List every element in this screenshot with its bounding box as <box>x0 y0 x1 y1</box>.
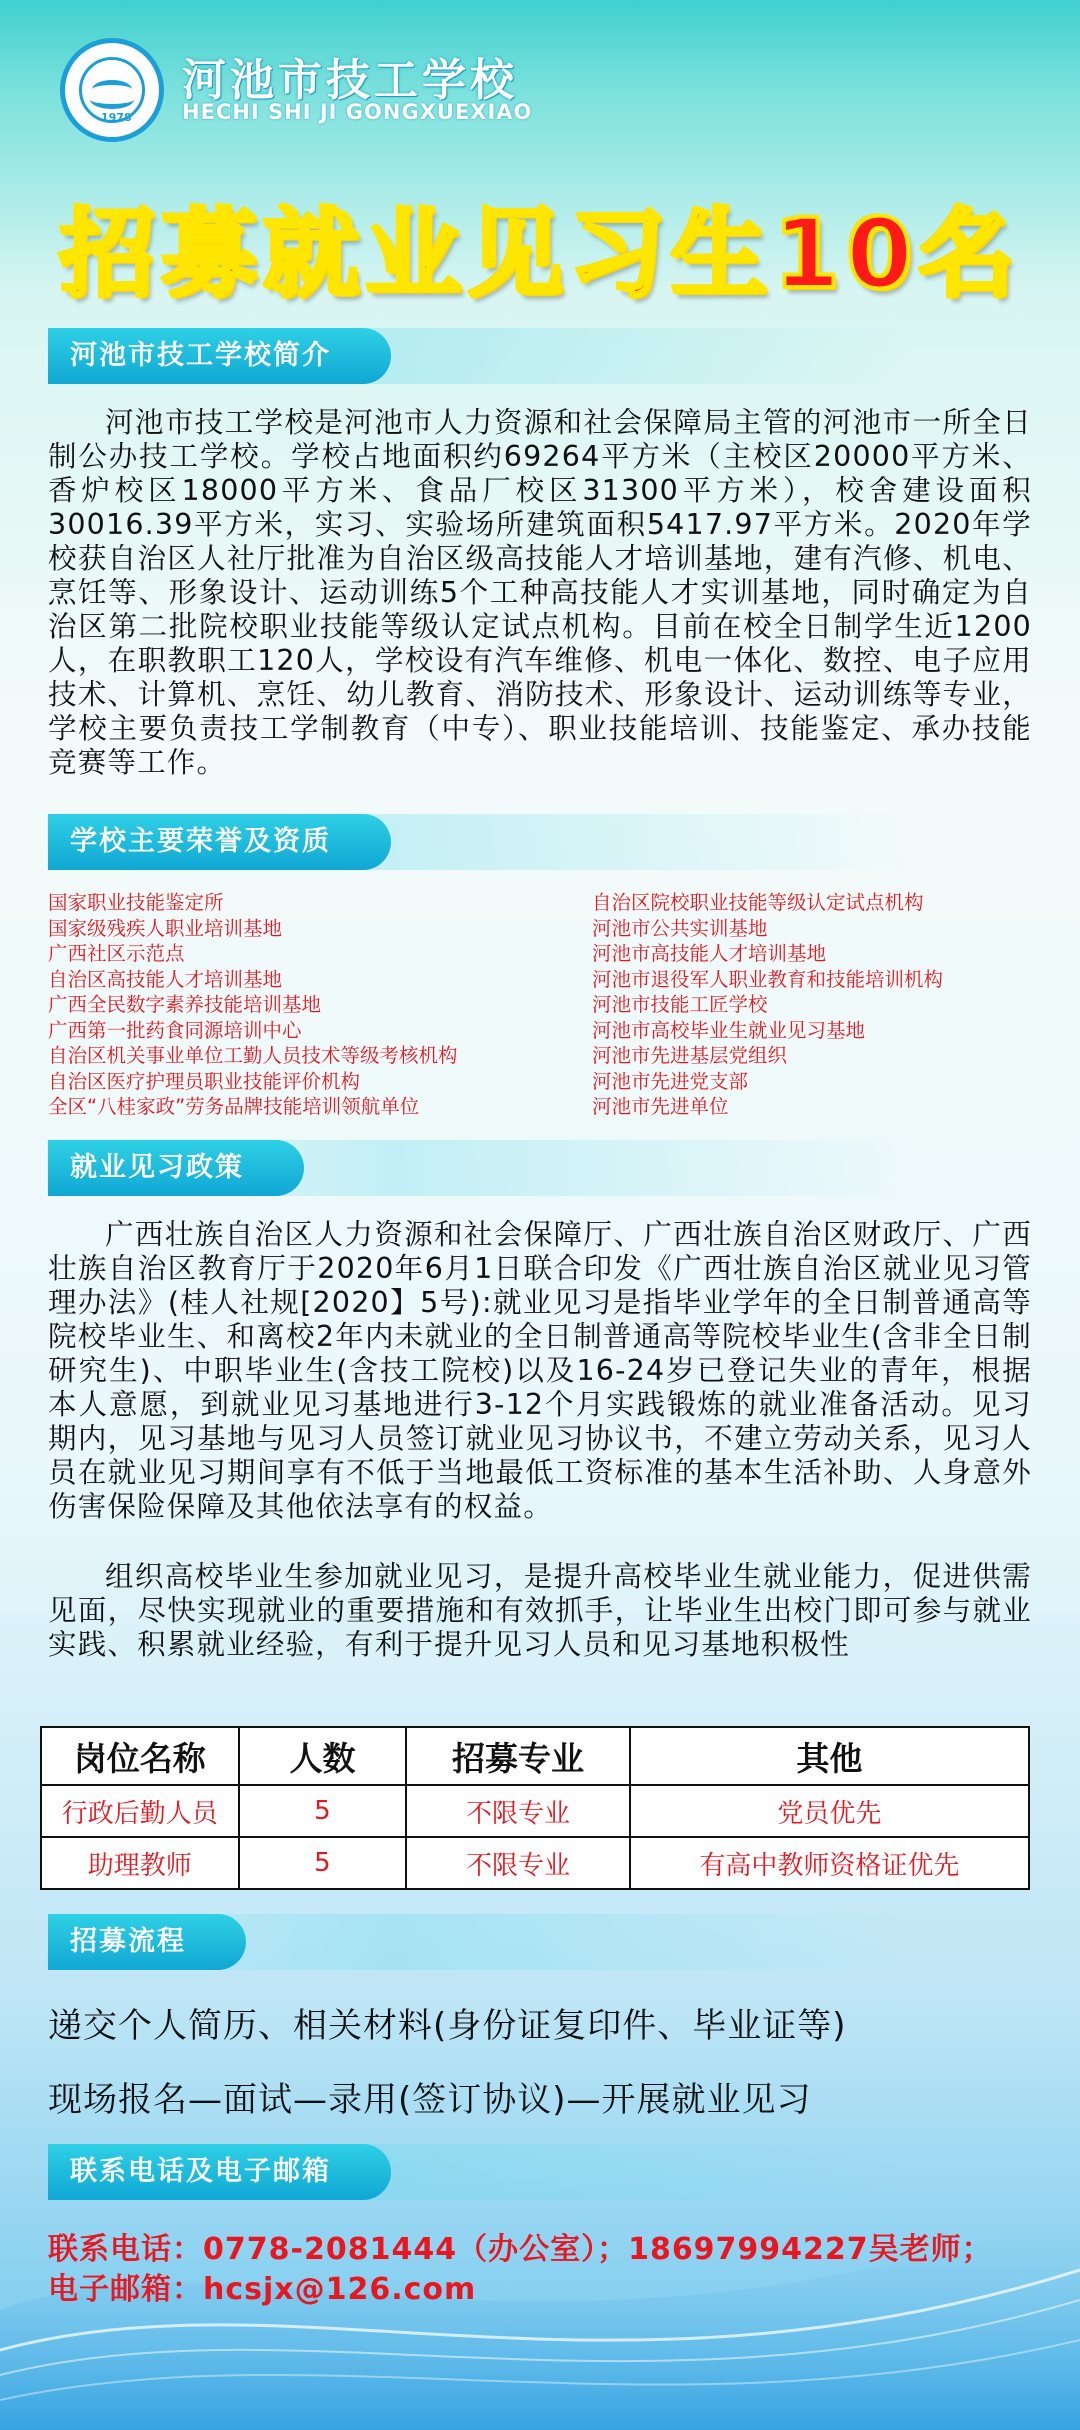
section-title: 河池市技工学校简介 <box>48 328 391 384</box>
honor-item: 广西第一批药食同源培训中心 <box>48 1018 302 1042</box>
jobs-table <box>40 1726 1030 1890</box>
process-step-line: 递交个人简历、相关材料(身份证复印件、毕业证等) <box>48 2006 847 2046</box>
honor-item: 河池市先进党支部 <box>592 1069 749 1093</box>
table-cell: 5 <box>239 1785 407 1837</box>
honor-item: 自治区院校职业技能等级认定试点机构 <box>592 891 924 914</box>
table-cell: 有高中教师资格证优先 <box>630 1837 1029 1889</box>
school-name: 河池市技工学校 <box>182 55 518 106</box>
table-cell: 助理教师 <box>41 1837 239 1889</box>
table-cell: 不限专业 <box>406 1837 630 1889</box>
honor-item: 自治区医疗护理员职业技能评价机构 <box>48 1069 361 1093</box>
column-header: 招募专业 <box>406 1727 630 1785</box>
section-header-contact <box>48 2144 908 2200</box>
honor-item: 全区“八桂家政”劳务品牌技能培训领航单位 <box>48 1095 420 1118</box>
honors-list <box>48 890 1048 1122</box>
intro-paragraph: 河池市技工学校是河池市人力资源和社会保障局主管的河池市一所全日制公办技工学校。学校占地面积约69264平方米（主校区20000平方米、香炉校区18000平方米、食品厂校区31300平方米），校舍建设面积30016.39平方米，实习、实验场所建筑面积5417.97平方米。2020年学校获自治区人社厅批准为自治区级高技能人才培训基地，建有汽修、机电、烹饪等、形象设计、运动训练5个工种高技能人才实训基地，同时确定为自治区第二批院校职业技能等级认定试点机构。目前在校全日制学生近1200人，在职教职工120人，学校设有汽车维修、机电一体化、数控、电子应用技术、计算机、烹饪、幼儿教育、消防技术、形象设计、运动训练等专业，学校主要负责技工学制教育（中专）、职业技能培训、技能鉴定、承办技能竞赛等工作。 <box>48 406 1032 779</box>
section-header-honors <box>48 814 908 870</box>
column-header: 岗位名称 <box>41 1727 239 1785</box>
honors-column-right <box>592 890 943 1120</box>
table-row <box>41 1785 1029 1837</box>
honor-item: 国家级残疾人职业培训基地 <box>48 916 283 940</box>
school-header <box>60 38 620 148</box>
section-header-intro <box>48 328 908 384</box>
section-header-process <box>48 1914 908 1970</box>
school-pinyin: HECHI SHI JI GONGXUEXIAO <box>182 100 533 124</box>
section-title: 联系电话及电子邮箱 <box>48 2144 391 2200</box>
school-logo-icon <box>60 38 164 142</box>
table-header-row <box>41 1727 1029 1785</box>
honor-item: 广西全民数字素养技能培训基地 <box>48 993 322 1016</box>
table-cell: 行政后勤人员 <box>41 1785 239 1837</box>
section-title: 学校主要荣誉及资质 <box>48 814 391 870</box>
honor-item: 河池市高技能人才培训基地 <box>592 942 827 965</box>
column-header: 其他 <box>630 1727 1029 1785</box>
process-step-line: 现场报名—面试—录用(签订协议)—开展就业见习 <box>48 2080 812 2120</box>
column-header: 人数 <box>239 1727 407 1785</box>
policy-paragraph-2: 组织高校毕业生参加就业见习，是提升高校毕业生就业能力，促进供需见面，尽快实现就业的重要措施和有效抓手，让毕业生出校门即可参与就业实践、积累就业经验，有利于提升见习人员和见习基地积极性 <box>48 1560 1032 1661</box>
honor-item: 河池市高校毕业生就业见习基地 <box>592 1018 866 1042</box>
honor-item: 河池市先进单位 <box>592 1095 729 1118</box>
honor-item: 河池市公共实训基地 <box>592 916 768 940</box>
honor-item: 广西社区示范点 <box>48 942 185 965</box>
honor-item: 河池市退役军人职业教育和技能培训机构 <box>592 967 944 991</box>
honor-item: 自治区高技能人才培训基地 <box>48 967 283 991</box>
contact-phone: 联系电话：0778-2081444（办公室）；18697994227吴老师； <box>48 2232 993 2267</box>
table-cell: 党员优先 <box>630 1785 1029 1837</box>
honors-column-left <box>48 890 458 1120</box>
page-title: 招募就业见习生10名 <box>59 198 1021 310</box>
policy-paragraph-1: 广西壮族自治区人力资源和社会保障厅、广西壮族自治区财政厅、广西壮族自治区教育厅于2020年6月1日联合印发《广西壮族自治区就业见习管理办法》(桂人社规[2020】5号):就业见习是指毕业学年的全日制普通高等院校毕业生、和离校2年内未就业的全日制普通高等院校毕业生(含非全日制研究生)、中职毕业生(含技工院校)以及16-24岁已登记失业的青年，根据本人意愿，到就业见习基地进行3-12个月实践锻炼的就业准备活动。见习期内，见习基地与见习人员签订就业见习协议书，不建立劳动关系，见习人员在就业见习期间享有不低于当地最低工资标准的基本生活补助、人身意外伤害保险保障及其他依法享有的权益。 <box>48 1218 1032 1523</box>
honor-item: 自治区机关事业单位工勤人员技术等级考核机构 <box>48 1044 458 1067</box>
table-row <box>41 1837 1029 1889</box>
section-title: 招募流程 <box>48 1914 246 1970</box>
honor-item: 河池市先进基层党组织 <box>592 1044 788 1067</box>
honor-item: 河池市技能工匠学校 <box>592 993 768 1016</box>
logo-year: 1978 <box>101 111 132 124</box>
contact-email: 电子邮箱：hcsjx@126.com <box>48 2272 477 2307</box>
table-cell: 5 <box>239 1837 407 1889</box>
section-header-policy <box>48 1140 908 1196</box>
table-cell: 不限专业 <box>406 1785 630 1837</box>
section-title: 就业见习政策 <box>48 1140 304 1196</box>
honor-item: 国家职业技能鉴定所 <box>48 891 224 914</box>
